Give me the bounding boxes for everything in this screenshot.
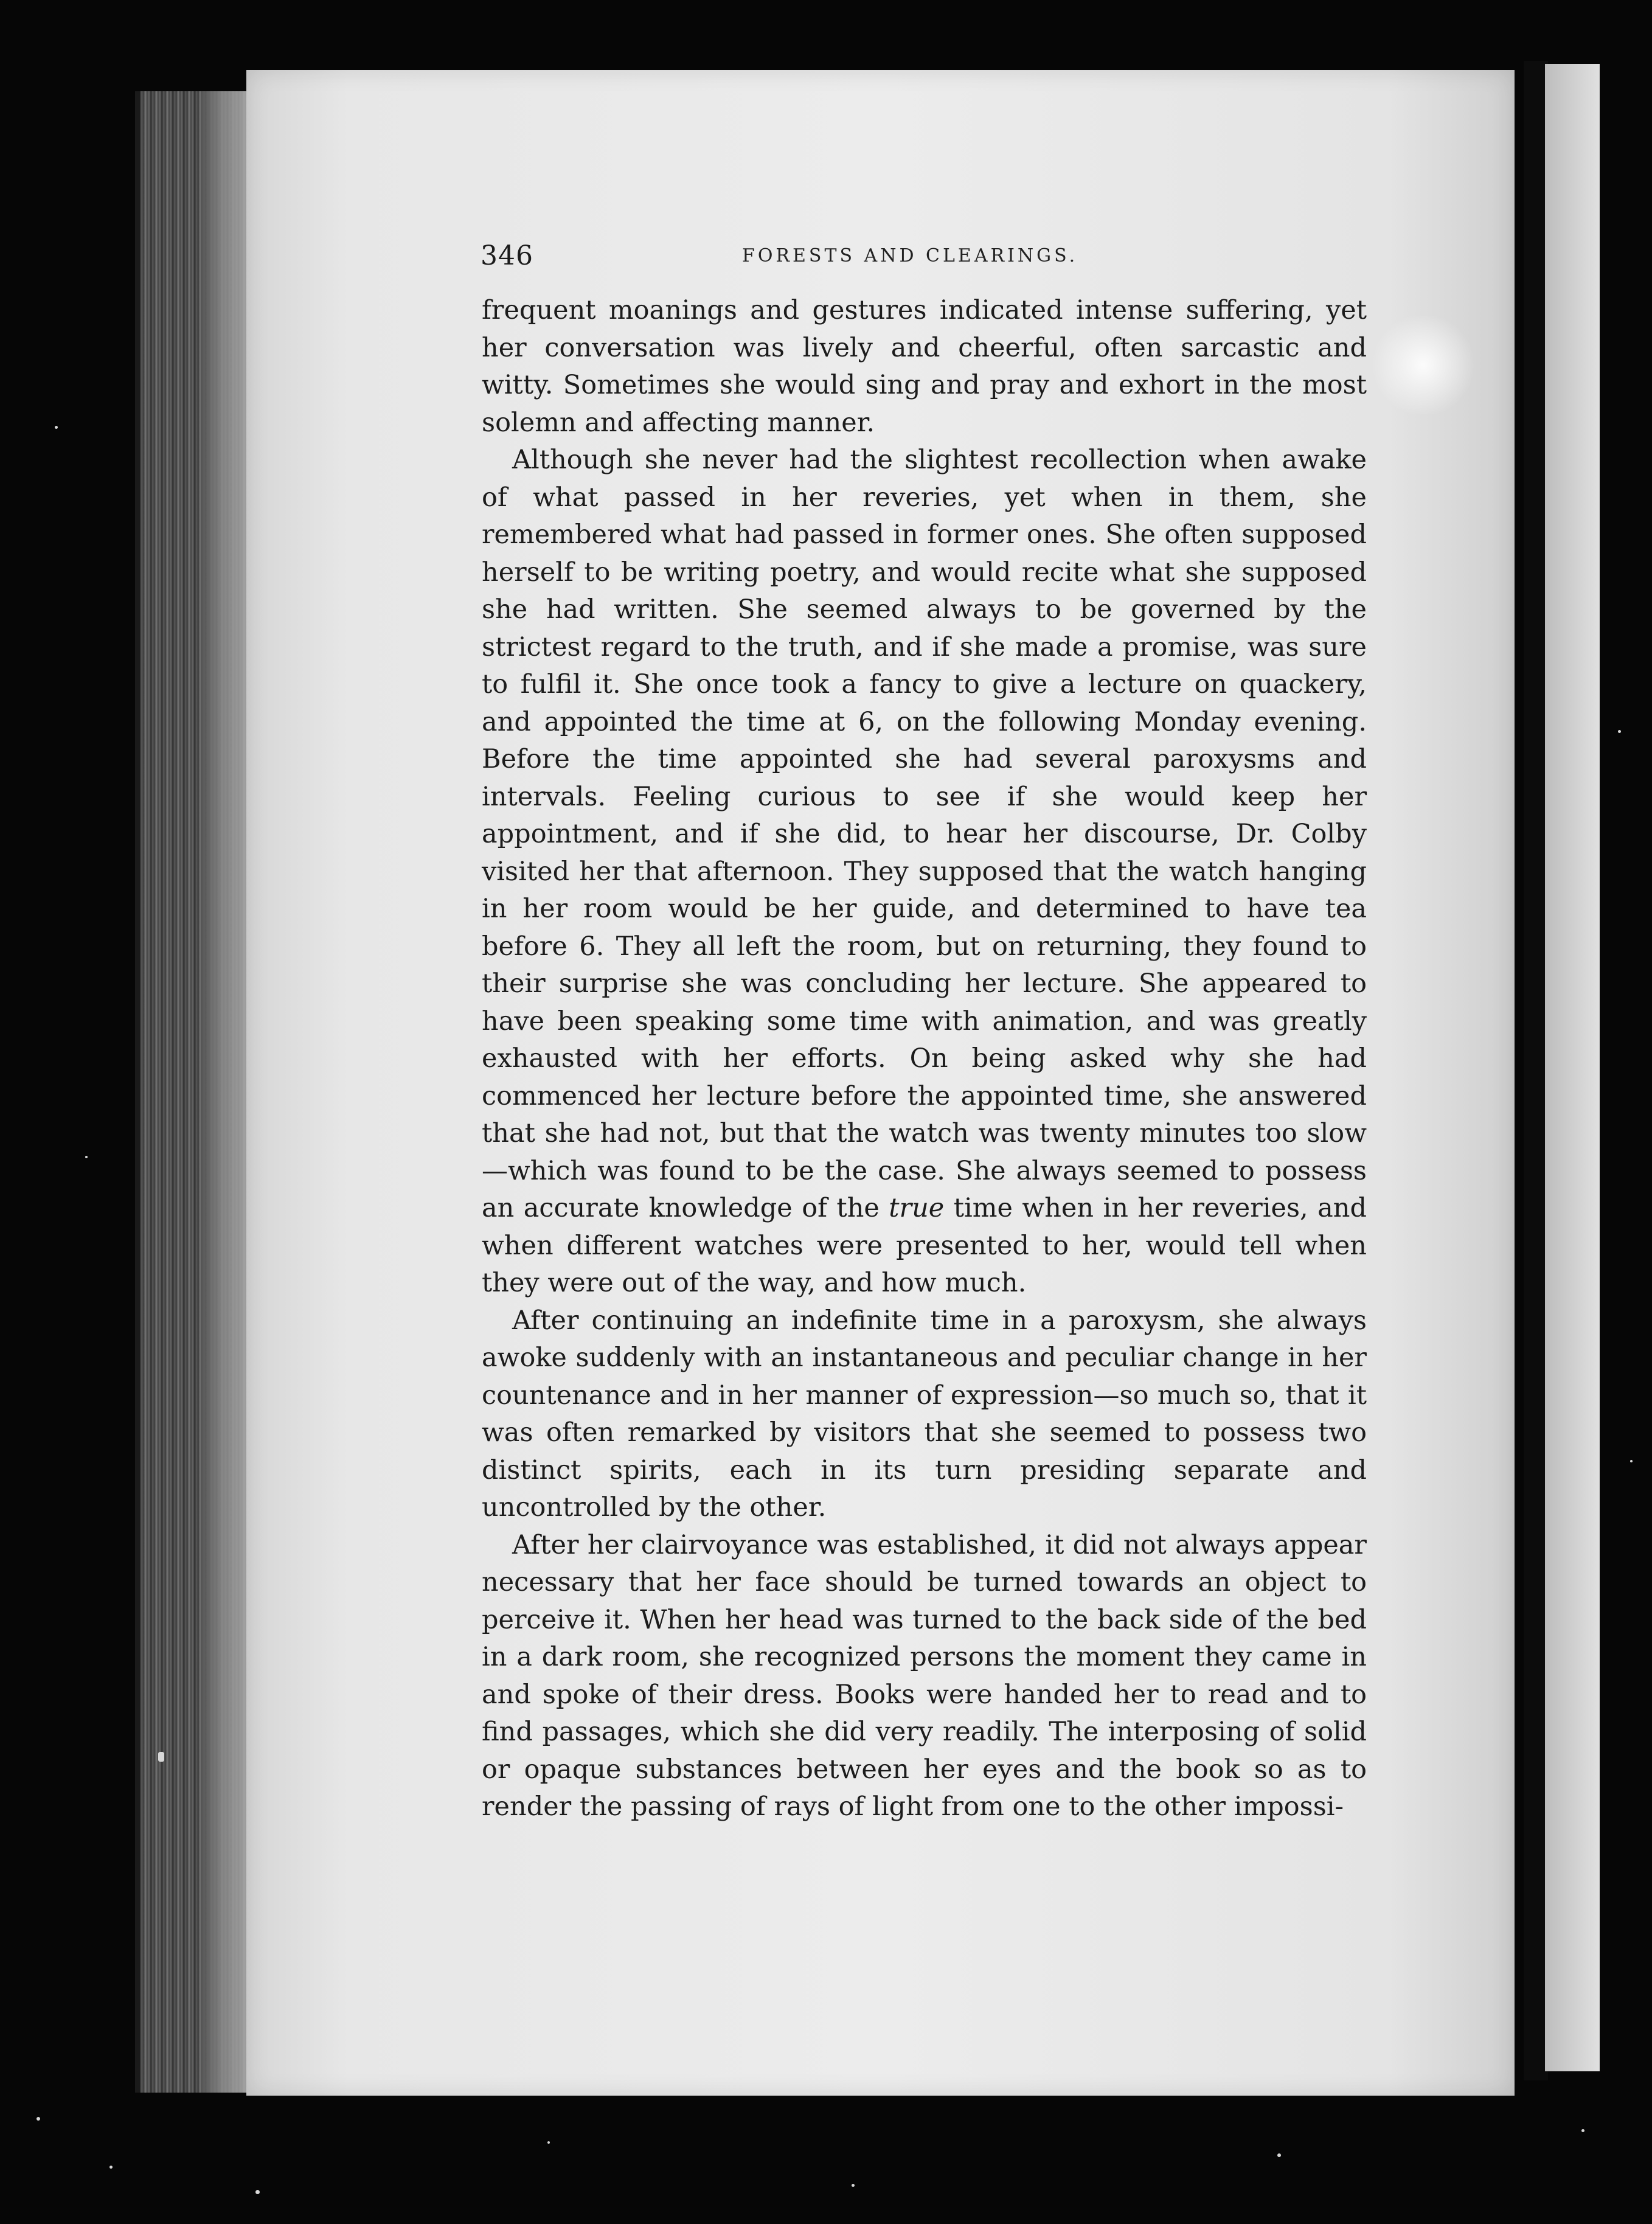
dust-speck (1618, 730, 1621, 733)
dust-speck (85, 1156, 88, 1158)
facing-page-edge (1545, 64, 1600, 2071)
dust-speck (1630, 1460, 1633, 1462)
dust-speck (1581, 2129, 1584, 2132)
dust-speck (36, 2117, 40, 2121)
page-number: 346 (481, 240, 533, 271)
paragraph-2-italic: true (889, 1193, 945, 1223)
book-page-edges-highlight (201, 91, 252, 2093)
paragraph-2-text-b: time when in her reveries, and when different watches were presented to her, would tell when they were out of the way, and how much. (482, 1193, 1367, 1298)
dust-speck (55, 426, 58, 429)
book-gutter-shadow (1524, 61, 1548, 2080)
paragraph-4 (482, 1527, 1367, 1826)
paragraph-2-text-a: Although she never had the slightest recollection when awake of what passed in her reveries, yet when in them, she remembered what had passed in former ones. She often supposed herself to be writing poetry, and would recite what she supposed she had written. She seemed always to be governed by the strictest regard to the truth, and if she made a promise, was sure to fulfil it. She once took a fancy to give a lecture on quackery, and appointed the time at 6, on the following Monday evening. Before the time appointed she had several paroxysms and intervals. Feeling curious to see if she would keep her appointment, and if she did, to hear her discourse, Dr. Colby visited her that afternoon. They supposed that the watch hanging in her room would be her guide, and determined to have tea before 6. They all left the room, but on returning, they found to their surprise she was concluding her lecture. She appeared to have been speaking some time with animation, and was greatly exhausted with her efforts. On being asked why she had commenced her lecture before the appointed time, she answered that she had not, but that the watch was twenty minutes too slow—which was found to be the case. She always seemed to possess an accurate knowledge of the (482, 445, 1367, 1223)
dust-speck (852, 2184, 855, 2187)
page-header (481, 240, 1369, 277)
dust-speck (109, 2166, 113, 2169)
page-body (482, 292, 1367, 1826)
paragraph-1-text: frequent moanings and gestures indicated intense suffering, yet her conversation was lively and cheerful, often sarcastic and witty. Sometimes she would sing and pray and exhort in the most solemn and affecting manner. (482, 295, 1367, 438)
paragraph-4-text: After her clairvoyance was established, it did not always appear necessary that her face should be turned towards an object to perceive it. When her head was turned to the back side of the bed in a dark room, she recognized persons the moment they came in and spoke of their dress. Books were handed her to read and to find passages, which she did very readily. The interposing of solid or opaque substances between her eyes and the book so as to render the passing of rays of light from one to the other impossi- (482, 1529, 1367, 1822)
dust-speck (1277, 2153, 1281, 2157)
dust-speck (255, 2190, 260, 2194)
dust-speck (547, 2141, 550, 2144)
running-head: FORESTS AND CLEARINGS. (742, 245, 1078, 266)
paragraph-2 (482, 442, 1367, 1302)
paragraph-3 (482, 1302, 1367, 1527)
dust-speck (158, 1752, 164, 1762)
paragraph-1 (482, 292, 1367, 442)
scan-glare (1369, 316, 1478, 414)
paragraph-3-text: After continuing an indefinite time in a paroxysm, she always awoke suddenly with an instantaneous and peculiar change in her countenance and in her manner of expression—so much so, that it was often remarked by visitors that she seemed to possess two distinct spirits, each in its turn presiding separate and uncontrolled by the other. (482, 1305, 1367, 1523)
